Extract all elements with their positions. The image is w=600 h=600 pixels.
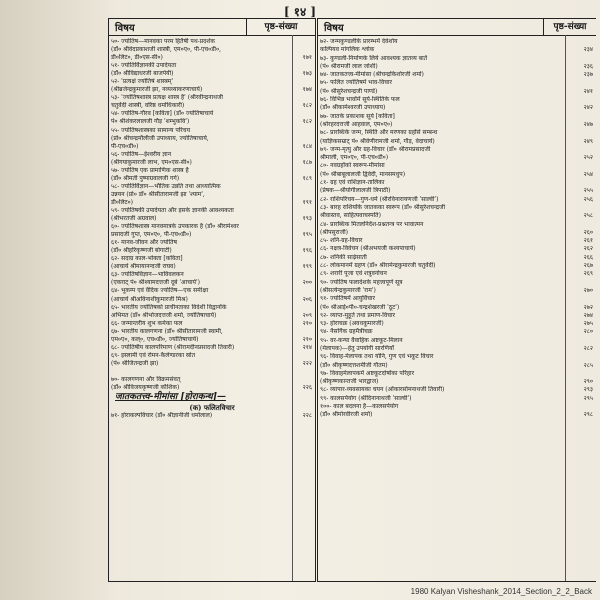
toc-entry-page: २३७	[583, 71, 593, 79]
toc-entry-text: पी-एच०डी०)	[111, 142, 139, 150]
toc-entry	[111, 86, 313, 94]
toc-entry-text: (श्रीकृष्णकान्तजी भारद्वाज)	[320, 378, 379, 386]
toc-entry	[111, 78, 313, 86]
toc-entry-text: ६१- मानव-जीवन और ज्योतिष	[111, 239, 177, 247]
toc-entry	[111, 279, 313, 287]
toc-entry-page: २८२	[583, 344, 593, 352]
page-count-header: पृष्ठ-संख्या	[246, 19, 315, 35]
toc-entry	[111, 54, 313, 62]
toc-entry	[111, 296, 313, 304]
toc-entry-text: अभिमत (डॉ० श्रीभोजदत्तजी शर्मा, ज्योतिषाचार्य)	[111, 311, 217, 319]
toc-entry	[320, 204, 594, 212]
toc-entry	[111, 328, 313, 336]
toc-entry	[320, 279, 594, 287]
left-column-header	[109, 19, 315, 36]
toc-right-column	[317, 18, 596, 582]
toc-entry-text: ८८- लोकमानमें ग्रहण (डॉ० श्रीरामेन्द्रकुमारजी चतुर्वेदी)	[320, 262, 436, 270]
toc-entry-page: १८४	[302, 142, 312, 150]
toc-entry	[111, 271, 313, 279]
toc-entry-page: २७२	[583, 303, 593, 311]
toc-entry	[111, 336, 313, 344]
toc-entry	[320, 55, 594, 63]
toc-entry-text: ७८- प्रारब्धिके जन्म, स्थिति और मरणका ग्रहोंसे सम्बन्ध	[320, 129, 438, 137]
toc-entry-page: १७३	[302, 70, 312, 78]
toc-entry	[111, 62, 313, 70]
toc-entry	[320, 370, 594, 378]
toc-entry	[320, 237, 594, 245]
toc-entry-page: २७५	[583, 320, 593, 328]
toc-entry-page: २७०	[583, 286, 593, 294]
toc-entry	[111, 215, 313, 223]
toc-entry-text: ७३- कुण्डली-निर्माणके लिये आवश्यक ज्ञातव्य बातें	[320, 54, 428, 62]
toc-entry-text: (श्रीभरतजी अग्रवाल)	[111, 215, 157, 223]
toc-entry-page: २९८	[583, 411, 593, 419]
toc-entry	[111, 151, 313, 159]
toc-entry	[111, 368, 313, 376]
toc-entry-text: (श्रीगयाकुमारजी लाभ, एम०एस-सी०)	[111, 158, 192, 166]
toc-entry	[111, 412, 313, 420]
toc-entry-text: (श्रीसत्येन्द्रकुमारजी 'राम')	[320, 286, 376, 294]
toc-entry-page: १९३	[302, 215, 312, 223]
toc-entry	[111, 352, 313, 360]
toc-entry	[320, 146, 594, 154]
toc-entry	[320, 229, 594, 237]
toc-entry	[320, 38, 594, 46]
subject-header: विषय	[115, 23, 135, 34]
toc-entry-text: (पं० श्रीसुरेशचन्द्रजी पाण्डे)	[320, 87, 378, 95]
toc-entry-page: २४९	[583, 137, 593, 145]
page-number: [ १४ ]	[283, 5, 317, 19]
toc-entry	[320, 129, 594, 137]
toc-entry	[320, 46, 594, 54]
toc-entry-text: ८०- नवग्रहोंको स्वरूप-मीमांसा	[320, 162, 385, 170]
toc-entry-page: २५८	[583, 212, 593, 220]
toc-entry	[320, 345, 594, 353]
toc-entry-text: (प्रेषक—श्रीयोगीलालजी त्रिपाठी)	[320, 187, 391, 195]
toc-entry-text: (प्रो० श्रीचन्द्रमौलीजी उपाध्याय, ज्योतिषाचार्य,	[111, 134, 209, 142]
toc-entry-page: २५४	[583, 170, 593, 178]
page-margin-shadow	[0, 0, 108, 600]
toc-entry-text: ७७- जातके प्रकाशक सूर्य [कविता]	[320, 112, 395, 120]
toc-entry-page: २४१	[583, 87, 593, 95]
toc-entry-page: २९०	[583, 378, 593, 386]
toc-entry-page: २००	[302, 279, 312, 287]
toc-entry-page: २४२	[583, 104, 593, 112]
toc-entry-page: २८०	[583, 328, 593, 336]
toc-entry	[111, 263, 313, 271]
toc-entry-text: ९३- होराचक्र (अवधकुमारजी)	[320, 320, 384, 328]
toc-entry-text: ६०- ज्योतिषशास्त्र मानवमात्रके उपकारक है (डॉ० श्रीरामेश्वर	[111, 223, 239, 231]
toc-entry-text: ५५- ज्योतिषशास्त्रका सामान्य परिचय	[111, 126, 191, 134]
toc-entry	[320, 79, 594, 87]
section-subtitle: (क) फलितविचार	[189, 403, 235, 413]
toc-entry-text: ८५- शनि-ग्रह-विचार	[320, 237, 363, 245]
toc-entry-text: (मेलापक)—हेतु उपयोगी सारणियाँ	[320, 344, 394, 352]
toc-entry-text: डी०लिट०, डी०एस-सी०)	[111, 54, 163, 62]
toc-entry-text: ५१- ज्योतिर्विज्ञानकी उपादेयता	[111, 62, 177, 70]
toc-entry	[111, 102, 313, 110]
section-title: जातकतत्त्व-मीमांसा [होराकन्ध]—	[115, 392, 226, 403]
toc-entry-text: प्रसादजी गुप्त, एम०ए०, पी-एच०डी०)	[111, 231, 192, 239]
toc-entry-text: ९४- नैसर्गिक ग्रहमैत्रीचक्र	[320, 328, 373, 336]
toc-entry	[111, 127, 313, 135]
toc-entry	[320, 254, 594, 262]
toc-entry-text: (पं० श्रीजितन्द्रजी झा)	[111, 359, 159, 367]
toc-entry-page: १८२	[302, 102, 312, 110]
toc-entry	[320, 138, 594, 146]
toc-entry-text: ६७- भारतीय कालगणना (डॉ० श्रीसीतारामजी स्वामी,	[111, 327, 223, 335]
toc-entry-text: उन्नयन (प्रो० डॉ० श्रीसीतारामजी झा 'श्याम',	[111, 190, 205, 198]
toc-entry-text: (याज्ञिकसम्राट् पं० श्रीवेणीरामजी शर्मा, गौड़, वेदाचार्य)	[320, 137, 435, 145]
toc-entry-text: ९९- कालसर्पयोग (श्रीदिनानाथजी 'साल्वी')	[320, 394, 412, 402]
toc-entry-text: ७०- कालगणना और विक्रमसंवत्	[111, 375, 181, 383]
toc-entry-page: २५२	[583, 154, 593, 162]
toc-entry	[320, 187, 594, 195]
toc-entry	[320, 88, 594, 96]
right-toc-entries	[320, 38, 594, 579]
toc-entry-text: ८२- राशिपरिचय—गुण-धर्म (श्रीरविनारायणजी 'साल्वी')	[320, 195, 439, 203]
toc-entry	[320, 362, 594, 370]
toc-entry	[111, 384, 313, 392]
toc-entry-page: २०६	[302, 295, 312, 303]
toc-entry-text: (एकराट् पं० श्रीश्यामदत्तजी दूबे 'आचार्य')	[111, 279, 200, 287]
toc-entry	[111, 110, 313, 118]
toc-entry-text: (आचार्य श्रीमायानन्दजी राघव)	[111, 263, 176, 271]
toc-entry-text: ६५- भारतीय ज्योतिषको प्राचीनताका विदेशी विद्वानोंके	[111, 303, 227, 311]
footer-caption: 1980 Kalyan Visheshank_2014_Section_2_2_Back	[410, 587, 592, 596]
toc-entry-text: ६८- ज्योतिषीय कालपरिमाण (श्रीरामदीनप्रसादजी तिवारी)	[111, 343, 235, 351]
toc-entry-page: २६६	[583, 253, 593, 261]
toc-entry-text: डी०लिट०)	[111, 198, 133, 206]
toc-entry-text: चतुर्वेदी शास्त्री, वरिष्ठ धर्माधिकारी)	[111, 102, 185, 110]
toc-entry-text: ५६- ज्योतिष—ईश्वरीय ज्ञान	[111, 150, 172, 158]
toc-entry-text: ९५- वर-कन्या वैवाहिक अष्टकूट-मिलान	[320, 336, 403, 344]
toc-entry-page: २२६	[302, 384, 312, 392]
left-toc-entries	[111, 38, 313, 579]
toc-entry	[320, 328, 594, 336]
toc-entry-text: ७९- जन्म-मृत्यु और ग्रह-विचार (डॉ० श्रीरामप्रसादजी	[320, 145, 431, 153]
toc-entry-page: २९३	[583, 386, 593, 394]
toc-entry	[320, 179, 594, 187]
toc-entry-text: ६९- इस्लामी एवं रोमन-कैलेण्डरका स्रोत	[111, 351, 195, 359]
toc-entry-text: श्रीवास्तव, साहित्यवाचस्पति)	[320, 212, 381, 220]
toc-entry-text: ६३- ज्योतिषविज्ञान—भाविवलकन	[111, 271, 184, 279]
toc-entry	[111, 135, 313, 143]
toc-entry-page: २५५	[583, 187, 593, 195]
toc-entry-text: ५८- ज्योतिर्विज्ञान—भौतिक उन्नति तथा आध्यात्मिक	[111, 182, 221, 190]
toc-entry-text: ५२- 'प्रत्यक्षं ज्योतिषं शास्त्रम्'	[111, 78, 174, 86]
toc-entry-text: (पं० श्रीबाबूलालजी द्विवेदी, मानसमधुप)	[320, 170, 406, 178]
toc-entry	[320, 221, 594, 229]
toc-entry	[111, 223, 313, 231]
toc-entry	[111, 46, 313, 54]
toc-entry-page: २६७	[583, 262, 593, 270]
toc-entry-text: ९२- व्याप्त-मुहूर्त तथा प्रमाण-विचार	[320, 311, 396, 319]
toc-entry	[111, 175, 313, 183]
toc-entry	[320, 154, 594, 162]
toc-entry-text: ९७- विवाहमेलापकमें अष्टकूटदोषोंका परिहार	[320, 369, 415, 377]
toc-entry-text: ८७- शनिकी साढ़ेसाती	[320, 253, 367, 261]
toc-entry	[111, 118, 313, 126]
toc-entry	[111, 344, 313, 352]
toc-entry-page: २३६	[583, 62, 593, 70]
toc-entry	[320, 262, 594, 270]
toc-entry	[111, 239, 313, 247]
toc-entry-page: २२८	[302, 412, 312, 420]
toc-entry-text: (पं० श्रीआई०पी०-चन्द्रशेखरजी 'ठूट')	[320, 303, 400, 311]
toc-entry	[111, 255, 313, 263]
toc-entry-page: १७४	[302, 86, 312, 94]
toc-entry-page: १९५	[302, 231, 312, 239]
toc-entry	[320, 71, 594, 79]
toc-entry-text: श्रीमाली, एम०ए०, पी-एच०डी०)	[320, 154, 389, 162]
toc-entry	[320, 403, 594, 411]
toc-entry-text: ९६- विवाह-मेलापक तथा योनि, गुण एवं भकूट विचार	[320, 353, 434, 361]
right-column-header	[318, 19, 596, 36]
toc-entry-page: २४७	[583, 120, 593, 128]
toc-entry	[320, 104, 594, 112]
toc-entry-text: १००- काल बदलना है—कालसर्पयोग	[320, 403, 399, 411]
toc-entry	[111, 376, 313, 384]
toc-entry-text: ६४- भूकम्प एवं वैदिक ज्योतिष—एक समीक्षा	[111, 287, 209, 295]
toc-entry	[320, 378, 594, 386]
toc-entry	[320, 287, 594, 295]
toc-entry-text: ८१- ग्रह एवं राशिज्ञान-तालिका	[320, 179, 385, 187]
toc-entry-text: (डॉ० श्रीविजयकृष्णजी कौशिक)	[111, 384, 180, 392]
toc-entry-text: ८४- प्रारब्धिक मितलनिर्देश-प्रश्नतन्त्र पर भावात्मन	[320, 220, 424, 228]
toc-entry-page: २९५	[583, 394, 593, 402]
toc-entry-page: २३४	[583, 46, 593, 54]
toc-entry-text: (श्रीपसुराजी)	[320, 228, 348, 236]
toc-entry-page: १८७	[302, 158, 312, 166]
toc-entry	[320, 245, 594, 253]
toc-entry-text: ८३- बारह राशियोंके जातकका स्वरूप (डॉ० श्रीसुरेशचन्द्रजी	[320, 203, 446, 211]
toc-entry-page: २६०	[583, 228, 593, 236]
toc-entry-text: (आचार्य श्रीअविनाशीकुमारजी मिश्र)	[111, 295, 188, 303]
toc-entry-text: (डॉ० श्रीकृष्णदत्तशर्मीजी गौतम)	[320, 361, 388, 369]
toc-entry	[111, 159, 313, 167]
toc-entry	[320, 270, 594, 278]
toc-entry-text: पं० श्रीशंकरलालजी गौड़ 'शम्भुकवि')	[111, 118, 190, 126]
toc-entry	[320, 411, 594, 419]
toc-entry-page: २६९	[583, 270, 593, 278]
toc-entry	[320, 320, 594, 328]
toc-entry	[320, 337, 594, 345]
toc-entry-page: २१४	[302, 343, 312, 351]
toc-entry	[111, 167, 313, 175]
toc-entry	[320, 295, 594, 303]
toc-entry-text	[111, 368, 113, 375]
toc-entry-text: ५९- ज्योतिषकी उपादेयता और इसके ज्ञानकी आवश्यकता	[111, 206, 234, 214]
toc-entry-page: २०९	[302, 311, 312, 319]
toc-entry	[111, 38, 313, 46]
toc-entry-page: २६२	[583, 245, 593, 253]
toc-entry-text: ९१- ज्योतिषमें आयुर्विचार	[320, 295, 375, 303]
toc-entry	[320, 395, 594, 403]
toc-entry	[320, 304, 594, 312]
toc-entry-page: २७४	[583, 311, 593, 319]
toc-entry	[111, 191, 313, 199]
toc-entry	[111, 312, 313, 320]
toc-entry	[320, 96, 594, 104]
toc-entry-text: ८९- शरारी पूजा एवं शत्रुवनोचन	[320, 270, 387, 278]
toc-entry-page: १९१	[302, 198, 312, 206]
toc-entry	[320, 63, 594, 71]
toc-entry	[111, 94, 313, 102]
toc-entry	[320, 121, 594, 129]
toc-entry-text: (डॉ० श्रीमती पुष्पाग्रवालजी गर्ग)	[111, 174, 180, 182]
toc-entry-page: २२२	[302, 359, 312, 367]
toc-entry-text: (डॉ० श्रीविद्याधरजी बाजपेयी)	[111, 70, 174, 78]
toc-entry-page: १९९	[302, 263, 312, 271]
toc-entry	[320, 353, 594, 361]
toc-entry-page: २१०	[302, 319, 312, 327]
toc-entry-text: ९०- ज्योतिष फलादेशके महत्त्वपूर्ण सूत्र	[320, 278, 403, 286]
toc-entry-text: ७५- फलित ज्योतिषमें भाव-विचार	[320, 79, 392, 87]
toc-entry	[111, 70, 313, 78]
toc-entry-text: ७६- विभिन्न भावोंमें सूर्य-स्थितिके फल	[320, 96, 400, 104]
toc-entry	[320, 312, 594, 320]
toc-entry-text: ५०- ज्योतिष—मानवका परम हितैषी पथ-प्रदर्शक	[111, 38, 215, 45]
toc-entry	[320, 113, 594, 121]
toc-entry-text: ५४- ज्योतिष-गौरव [कविता] (डॉ० ज्योतिषाचार्य	[111, 110, 214, 118]
toc-entry	[320, 171, 594, 179]
toc-entry-text: ६६- जन्मान्तरीय शुभ कर्मका फल	[111, 319, 183, 327]
toc-entry	[111, 304, 313, 312]
toc-entry-text: ७४- जातकतत्त्व-मीमांसा (श्रीचन्द्रकिशोरजी शर्मा)	[320, 71, 424, 79]
toc-entry-page: १७१	[302, 54, 312, 62]
toc-entry-text: (डॉ० श्रीवेदप्रकाशजी शास्त्री, एम०ए०, पी-एच०डी०,	[111, 46, 221, 54]
toc-entry-text: ५७- ज्योतिष एक प्रामाणिक शास्त्र है	[111, 166, 189, 174]
toc-entry	[111, 247, 313, 255]
toc-entry-text: ६२- सदाग्र काल-भोक्ता [कविता]	[111, 255, 183, 263]
toc-entry	[111, 143, 313, 151]
toc-entry-text: (डॉ० श्रीहरिकृष्णजी बोगाटी)	[111, 247, 172, 255]
toc-entry-text: (श्रीब्रजेन्द्रकुमारजी झा, नव्यव्याकरणाचार्य)	[111, 86, 203, 94]
toc-entry	[111, 207, 313, 215]
toc-entry	[111, 199, 313, 207]
toc-entry-text: ८६- नक्षत्र-विवेचन (श्रीअभयजी कश्यपाचार्य)	[320, 245, 416, 253]
toc-entry-page: १९६	[302, 247, 312, 255]
toc-entry	[111, 231, 313, 239]
toc-entry-page: २१०	[302, 335, 312, 343]
toc-entry-text: (श्रोरहरदत्तजी आहवाल, एम०ए०)	[320, 120, 393, 128]
toc-entry-text: कल्पियव मांगलिक श्लोक	[320, 46, 375, 54]
toc-entry	[111, 183, 313, 191]
toc-entry-text: एम०ए०, कल्०, एच०डी०, ज्योतिषाचार्य)	[111, 335, 199, 343]
toc-entry	[320, 196, 594, 204]
toc-entry-page: १८९	[302, 174, 312, 182]
toc-entry-text: ७१- होराकल्पविचार (डॉ० श्रीज्ञानीजी धर्मालाल)	[111, 412, 213, 420]
toc-entry-text: ९८- व्यापार-व्यवसायका चयन (ओंकारसोमनाथजी तिवारी)	[320, 386, 445, 394]
toc-entry	[320, 212, 594, 220]
toc-entry-text: (डॉ० श्रीमोरवीरजी शर्मा)	[320, 411, 373, 419]
toc-entry-text: (डॉ० श्रीकामेश्वरजी उपाध्याय)	[320, 104, 386, 112]
toc-entry-page: २८५	[583, 361, 593, 369]
toc-entry-page: १८२	[302, 118, 312, 126]
page-count-header: पृष्ठ-संख्या	[543, 19, 596, 35]
toc-entry-text: ७२- जन्मकुण्डलीके प्रारम्भमें देवेशोय	[320, 38, 398, 45]
toc-entry	[320, 386, 594, 394]
toc-entry	[111, 360, 313, 368]
toc-entry	[111, 320, 313, 328]
toc-entry-text: (पं० श्रीरामजी लाल जोशी)	[320, 62, 378, 70]
toc-entry	[320, 162, 594, 170]
toc-entry-text: ५३- 'ज्योतिषशास्त्र प्रत्यक्ष शास्त्र है' (श्रीरवीन्द्रनाथजी	[111, 94, 223, 102]
toc-entry-page: २५६	[583, 195, 593, 203]
toc-left-column	[108, 18, 316, 582]
subject-header: विषय	[324, 23, 344, 34]
toc-entry-page: २६१	[583, 237, 593, 245]
toc-entry	[111, 287, 313, 295]
